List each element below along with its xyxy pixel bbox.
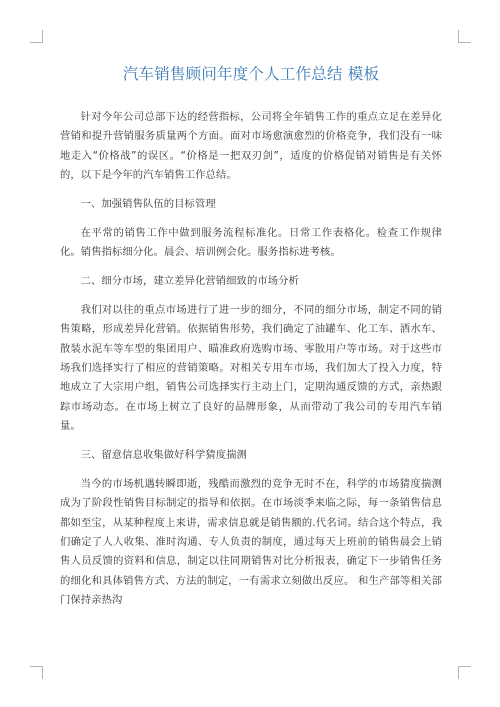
document-title: 汽车销售顾问年度个人工作总结 模板 — [122, 65, 380, 83]
section-heading-3: 三、留意信息收集做好科学猜度揣测 — [80, 449, 247, 462]
section-heading-1: 一、加强销售队伍的目标管理 — [80, 198, 216, 211]
paragraph-section-3: 当今的市场机遇转瞬即逝，残酷而激烈的竞争无时不在，科学的市场猜度揣测成为了阶段性销售目标制定的指导和依据。在市场淡季来临之际，每一条销售信息都如至宝，从某种程度上来讲，需求信息就是销售额的.代名词。结合这个特点，我们确定了人人收集、准时沟通、专人负责的制度，通过每天上班前的销售晨会上销售人员反馈的资料和信息，制定以往同期销售对比分析报表，确定下一步销售任务的细化和具体销售方式、方法的制定，一有需求立刻做出反应。 和生产部等相关部门保持亲热沟 — [60, 477, 442, 607]
paragraph-section-1: 在平常的销售工作中做到服务流程标准化。日常工作表格化。检查工作规律化。销售指标细分化。晨会、培训例会化。服务指标进考核。 — [60, 226, 442, 259]
paragraph-intro: 针对今年公司总部下达的经营指标，公司将全年销售工作的重点立足在差异化营销和提升营销服务质量两个方面。面对市场愈演愈烈的价格竞争，我们没有一味地走入“价格战”的误区。“价格是一把双刃剑”，适度的价格促销对销售是有关怀的，以下是今年的汽车销售工作总结。 — [60, 111, 442, 182]
page-corner-mark-bottom-left — [30, 666, 43, 679]
page-corner-mark-top-left — [30, 30, 43, 43]
section-heading-2: 二、细分市场，建立差异化营销细致的市场分析 — [80, 275, 299, 288]
paragraph-section-2: 我们对以往的重点市场进行了进一步的细分，不同的细分市场，制定不同的销售策略，形成差异化营销。依据销售形势，我们确定了油罐车、化工车、洒水车、散装水泥车等车型的集团用户、瞄准政府选购市场、零散用户等市场。对于这些市场我们选择实行了相应的营销策略。对相关专用车市场，我们加大了投入力度，特地成立了大宗用户组，销售公司选择实行主动上门，定期沟通反馈的方式，亲热跟踪市场动态。在市场上树立了良好的品牌形象，从而带动了我公司的专用汽车销量。 — [60, 303, 442, 433]
page-corner-mark-top-right — [458, 30, 471, 43]
page-corner-mark-bottom-right — [458, 666, 471, 679]
document-body — [60, 108, 442, 611]
document-page — [60, 0, 442, 707]
